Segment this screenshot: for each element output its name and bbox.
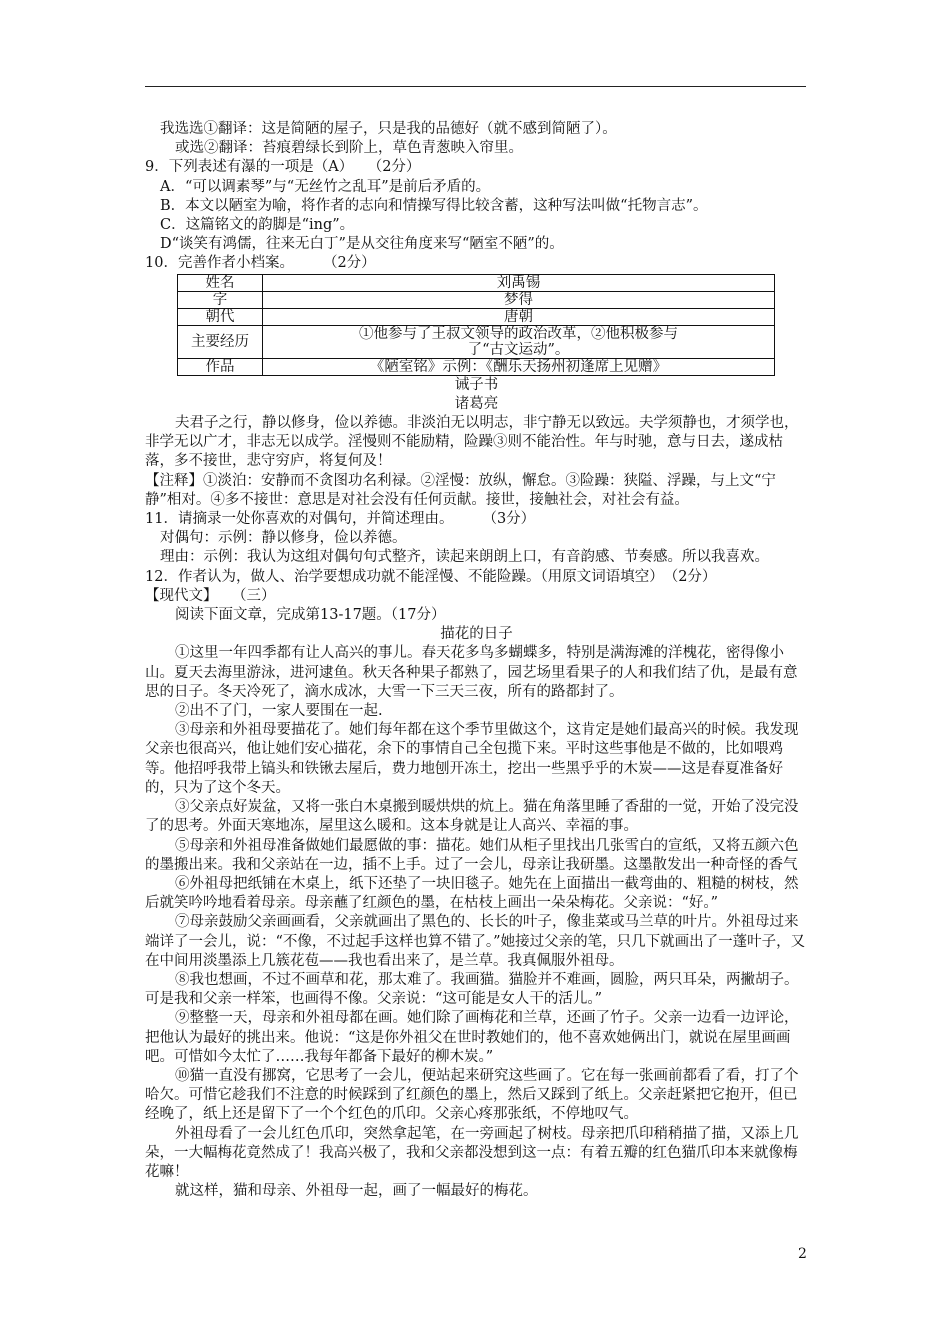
answer-line-1: 我选选①翻译：这是简陋的屋子，只是我的品德好（就不感到简陋了）。 [160, 121, 617, 137]
option-d: D“谈笑有鸿儒，往来无白丁”是从交往角度来写“陋室不陋”的。 [160, 236, 564, 253]
article-paragraph: ①这里一年四季都有让人高兴的事儿。春天花多鸟多蝴蝶多，特别是满海滩的洋槐花，密得像小山。夏天去海里游泳，进河逮鱼。秋天各种果子都熟了，园艺场里看果子的人和我们结了仇，是最有意思的日子。冬天冷死了，滴水成冰，大雪一下三天三夜，所有的路都封了。 [145, 645, 798, 700]
author-profile-table [177, 274, 775, 376]
table-value: 刘禹锡 [263, 274, 775, 291]
article-title: 描花的日子 [440, 626, 513, 643]
section-heading: 【现代文】 （三） [145, 587, 276, 604]
table-row [178, 358, 775, 375]
question-12: 12．作者认为，做人、治学要想成功就不能淫慢、不能险躁。（用原文词语填空） （2分） [145, 568, 717, 585]
table-key: 字 [178, 291, 263, 308]
article-paragraph: ⑤母亲和外祖母准备做她们最愿做的事：描花。她们从柜子里找出几张雪白的宣纸，又将五颜六色的墨搬出来。我和父亲站在一边，插不上手。过了一会儿，母亲让我研墨。这墨散发出一种奇怪的香气 [145, 837, 799, 873]
article-paragraph: ⑩猫一直没有挪窝，它思考了一会儿，便站起来研究这些画了。它在每一张画前都看了看，打了个哈欠。可惜它趁我们不注意的时候踩到了红颜色的墨上，然后又踩到了纸上。父亲赶紧把它抱开，但已经晚了，纸上还是留下了一个个红色的爪印。父亲心疼那张纸，不停地叹气。 [145, 1067, 799, 1123]
answer-pair: 对偶句：示例：静以修身，俭以养德。 [160, 530, 407, 547]
header-rule [145, 86, 806, 87]
article-paragraph: ⑨整整一天，母亲和外祖母都在画。她们除了画梅花和兰草，还画了竹子。父亲一边看一边评论，把他认为最好的挑出来。他说：“这是你外祖父在世时教她们的，他不喜欢她俩出门，就说在屋里画画吧。可惜如今太忙了……我每年都备下最好的柳木炭。” [145, 1010, 799, 1065]
article-paragraph: 外祖母看了一会儿红色爪印，突然拿起笔，在一旁画起了树枝。母亲把爪印稍稍描了描，又添上几朵，一大幅梅花竟然成了！我高兴极了，我和父亲都没想到这一点：有着五瓣的红色猫爪印本来就像梅花嘛！ [145, 1125, 799, 1180]
article-paragraph: ③父亲点好炭盆，又将一张白木桌搬到暖烘烘的炕上。猫在角落里睡了香甜的一觉，开始了没完没了的思考。外面天寒地冻，屋里这么暖和。这本身就是让人高兴、幸福的事。 [145, 799, 799, 835]
section-instruction: 阅读下面文章，完成第13-17题。（17分） [175, 607, 446, 624]
option-b: B．本文以陋室为喻，将作者的志向和情操写得比较含蓄，这种写法叫做“托物言志”。 [160, 197, 708, 214]
essay-note: 【注释】①淡泊：安静而不贪图功名利禄。②淫慢：放纵，懈怠。③险躁：狭隘、浮躁，与上文“宁静”相对。④多不接世：意思是对社会没有任何贡献。接世，接触社会，对社会有益。 [145, 472, 776, 508]
article-paragraph: ②出不了门，一家人要围在一起. [175, 703, 383, 720]
table-row [178, 291, 775, 308]
answer-line-2: 或选②翻译：苔痕碧绿长到阶上，草色青葱映入帘里。 [175, 140, 523, 157]
document-body [145, 120, 808, 1201]
answer-reason: 理由：示例：我认为这组对偶句句式整齐，读起来朗朗上口，有音韵感、节奏感。所以我喜欢。 [160, 549, 769, 566]
question-9: 9．下列表述有瀑的一项是（A） （2分） [145, 159, 421, 176]
table-key: 朝代 [178, 308, 263, 325]
essay-body: 夫君子之行，静以修身，俭以养德。非淡泊无以明志，非宁静无以致远。夫学须静也，才须学也，非学无以广才，非志无以成学。淫慢则不能励精，险躁③则不能治性。年与时驰，意与日去，遂成枯落，多不接世，悲守穷庐，将复何及！ [145, 415, 799, 470]
table-key: 作品 [178, 358, 263, 375]
article-paragraph: ⑦母亲鼓励父亲画画看，父亲就画出了黑色的、长长的叶子，像韭菜或马兰草的叶片。外祖母过来端详了一会儿，说：“不像，不过起手这样也算不错了。”她接过父亲的笔，只几下就画出了一蓬叶子，又在中间用淡墨添上几簇花苞——我也看出来了，是兰草。我真佩服外祖母。 [145, 914, 806, 969]
option-c: C．这篇铭文的韵脚是“ing”。 [160, 217, 355, 234]
article-paragraph: ③母亲和外祖母要描花了。她们每年都在这个季节里做这个，这肯定是她们最高兴的时候。我发现父亲也很高兴，他让她们安心描花，余下的事情自己全包揽下来。平时这些事他是不做的，比如喂鸡等。他招呼我带上镐头和铁锹去屋后，费力地刨开冻土，挖出一些黑乎乎的木炭——这是春夏准备好的，只为了这个冬天。 [145, 722, 799, 796]
table-row [178, 274, 775, 291]
article-paragraph: 就这样，猫和母亲、外祖母一起，画了一幅最好的梅花。 [175, 1183, 538, 1200]
article-paragraph: ⑥外祖母把纸铺在木桌上，纸下还垫了一块旧毯子。她先在上面描出一截弯曲的、粗糙的树枝，然后就笑吟吟地看着母亲。母亲蘸了红颜色的墨，在枯枝上画出一朵朵梅花。父亲说：“好。” [145, 875, 799, 912]
table-row [178, 308, 775, 325]
table-value: 梦得 [263, 291, 775, 308]
essay-title: 诫子书 [454, 376, 499, 393]
page-number: 2 [798, 1246, 807, 1262]
question-10: 10．完善作者小档案。 （2分） [145, 255, 376, 272]
table-key: 姓名 [178, 274, 263, 291]
table-value: 唐朝 [263, 308, 775, 325]
table-key: 主要经历 [178, 325, 263, 358]
table-value: 《陋室铭》示例：《酬乐天扬州初逢席上见赠》 [263, 358, 775, 375]
option-a: A．“可以调素琴”与“无丝竹之乱耳”是前后矛盾的。 [160, 178, 491, 195]
essay-author: 诸葛亮 [454, 395, 499, 412]
article-paragraph: ⑧我也想画，不过不画草和花，那太难了。我画猫。猫脸并不难画，圆脸，两只耳朵，两撇胡子。可是我和父亲一样笨，也画得不像。父亲说：“这可能是女人干的活儿。” [145, 971, 799, 1008]
table-row [178, 325, 775, 358]
question-11: 11．请摘录一处你喜欢的对偶句，并简述理由。 （3分） [145, 511, 536, 528]
table-value: ①他参与了王叔文领导的政治改革，②他积极参与了“古文运动”。 [263, 325, 775, 358]
